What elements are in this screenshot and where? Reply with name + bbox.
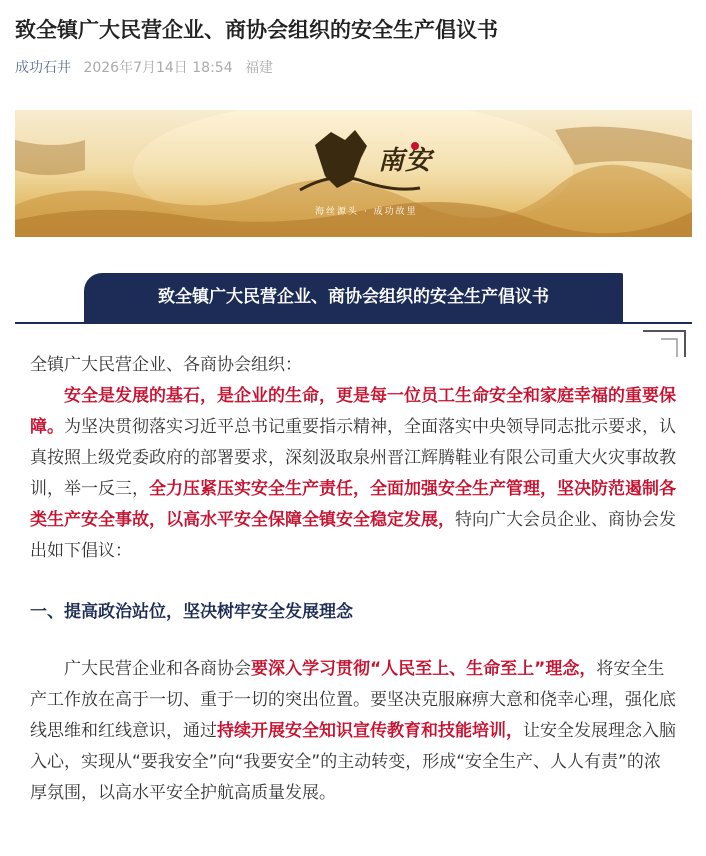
publish-date: 2026年7月14日 18:54 bbox=[83, 60, 233, 76]
emphasis-text: 持续开展安全知识宣传教育和技能培训， bbox=[217, 721, 523, 741]
section-heading-1: 一、提高政治站位，坚决树牢安全发展理念 bbox=[30, 602, 353, 622]
publish-location: 福建 bbox=[245, 60, 274, 76]
spacer bbox=[30, 628, 676, 654]
emphasis-text: 安全是发展的基石，是企业的生命，更是每一位员工生命安全和家庭幸福的重要保障。 bbox=[30, 386, 676, 437]
banner-slogan: 海丝源头 · 成功故里 bbox=[315, 207, 418, 217]
body-text: 为坚决贯彻落实习近平总书记重要指示精神，全面落实中央领导同志批示要求，认真按照上级党委政府的部署要求，深刻汲取泉州晋江辉腾鞋业有限公司重大火灾事故教训，举一反三， bbox=[30, 417, 676, 499]
banner-image bbox=[15, 110, 692, 237]
body-text: 将安全生产工作放在高于一切、重于一切的突出位置。要坚决克服麻痹大意和侥幸心理，强化底线思维和红线意识，通过 bbox=[30, 659, 676, 741]
section-header bbox=[15, 273, 692, 357]
section-divider bbox=[15, 322, 692, 324]
section-header-pill bbox=[84, 273, 623, 322]
banner-logo-text: 南安 bbox=[378, 146, 433, 176]
spacer bbox=[30, 567, 676, 597]
article-title: 致全镇广大民营企业、商协会组织的安全生产倡议书 bbox=[15, 18, 498, 42]
emphasis-text: 全力压紧压实安全生产责任，全面加强安全生产管理，坚决防范遏制各类生产安全事故，以高水平安全保障全镇安全稳定发展， bbox=[30, 479, 676, 530]
body-text: 特向广大会员企业、商协会发出如下倡议： bbox=[30, 510, 676, 561]
emphasis-text: 要深入学习贯彻“人民至上、生命至上”理念， bbox=[251, 659, 597, 679]
paragraph-1 bbox=[30, 654, 676, 809]
article-body bbox=[30, 350, 676, 809]
salutation: 全镇广大民营企业、各商协会组织： bbox=[30, 355, 302, 375]
section-header-title: 致全镇广大民营企业、商协会组织的安全生产倡议书 bbox=[158, 287, 549, 307]
author-link[interactable]: 成功石井 bbox=[15, 60, 71, 76]
banner-landscape bbox=[15, 110, 692, 237]
body-text: 广大民营企业和各商协会 bbox=[64, 659, 251, 679]
body-text: 让安全发展理念入脑入心，实现从“要我安全”向“我要安全”的主动转变，形成“安全生产、人人有责”的浓厚氛围，以高水平安全护航高质量发展。 bbox=[30, 721, 676, 803]
paragraph-intro bbox=[30, 381, 676, 567]
article-meta bbox=[15, 58, 273, 78]
